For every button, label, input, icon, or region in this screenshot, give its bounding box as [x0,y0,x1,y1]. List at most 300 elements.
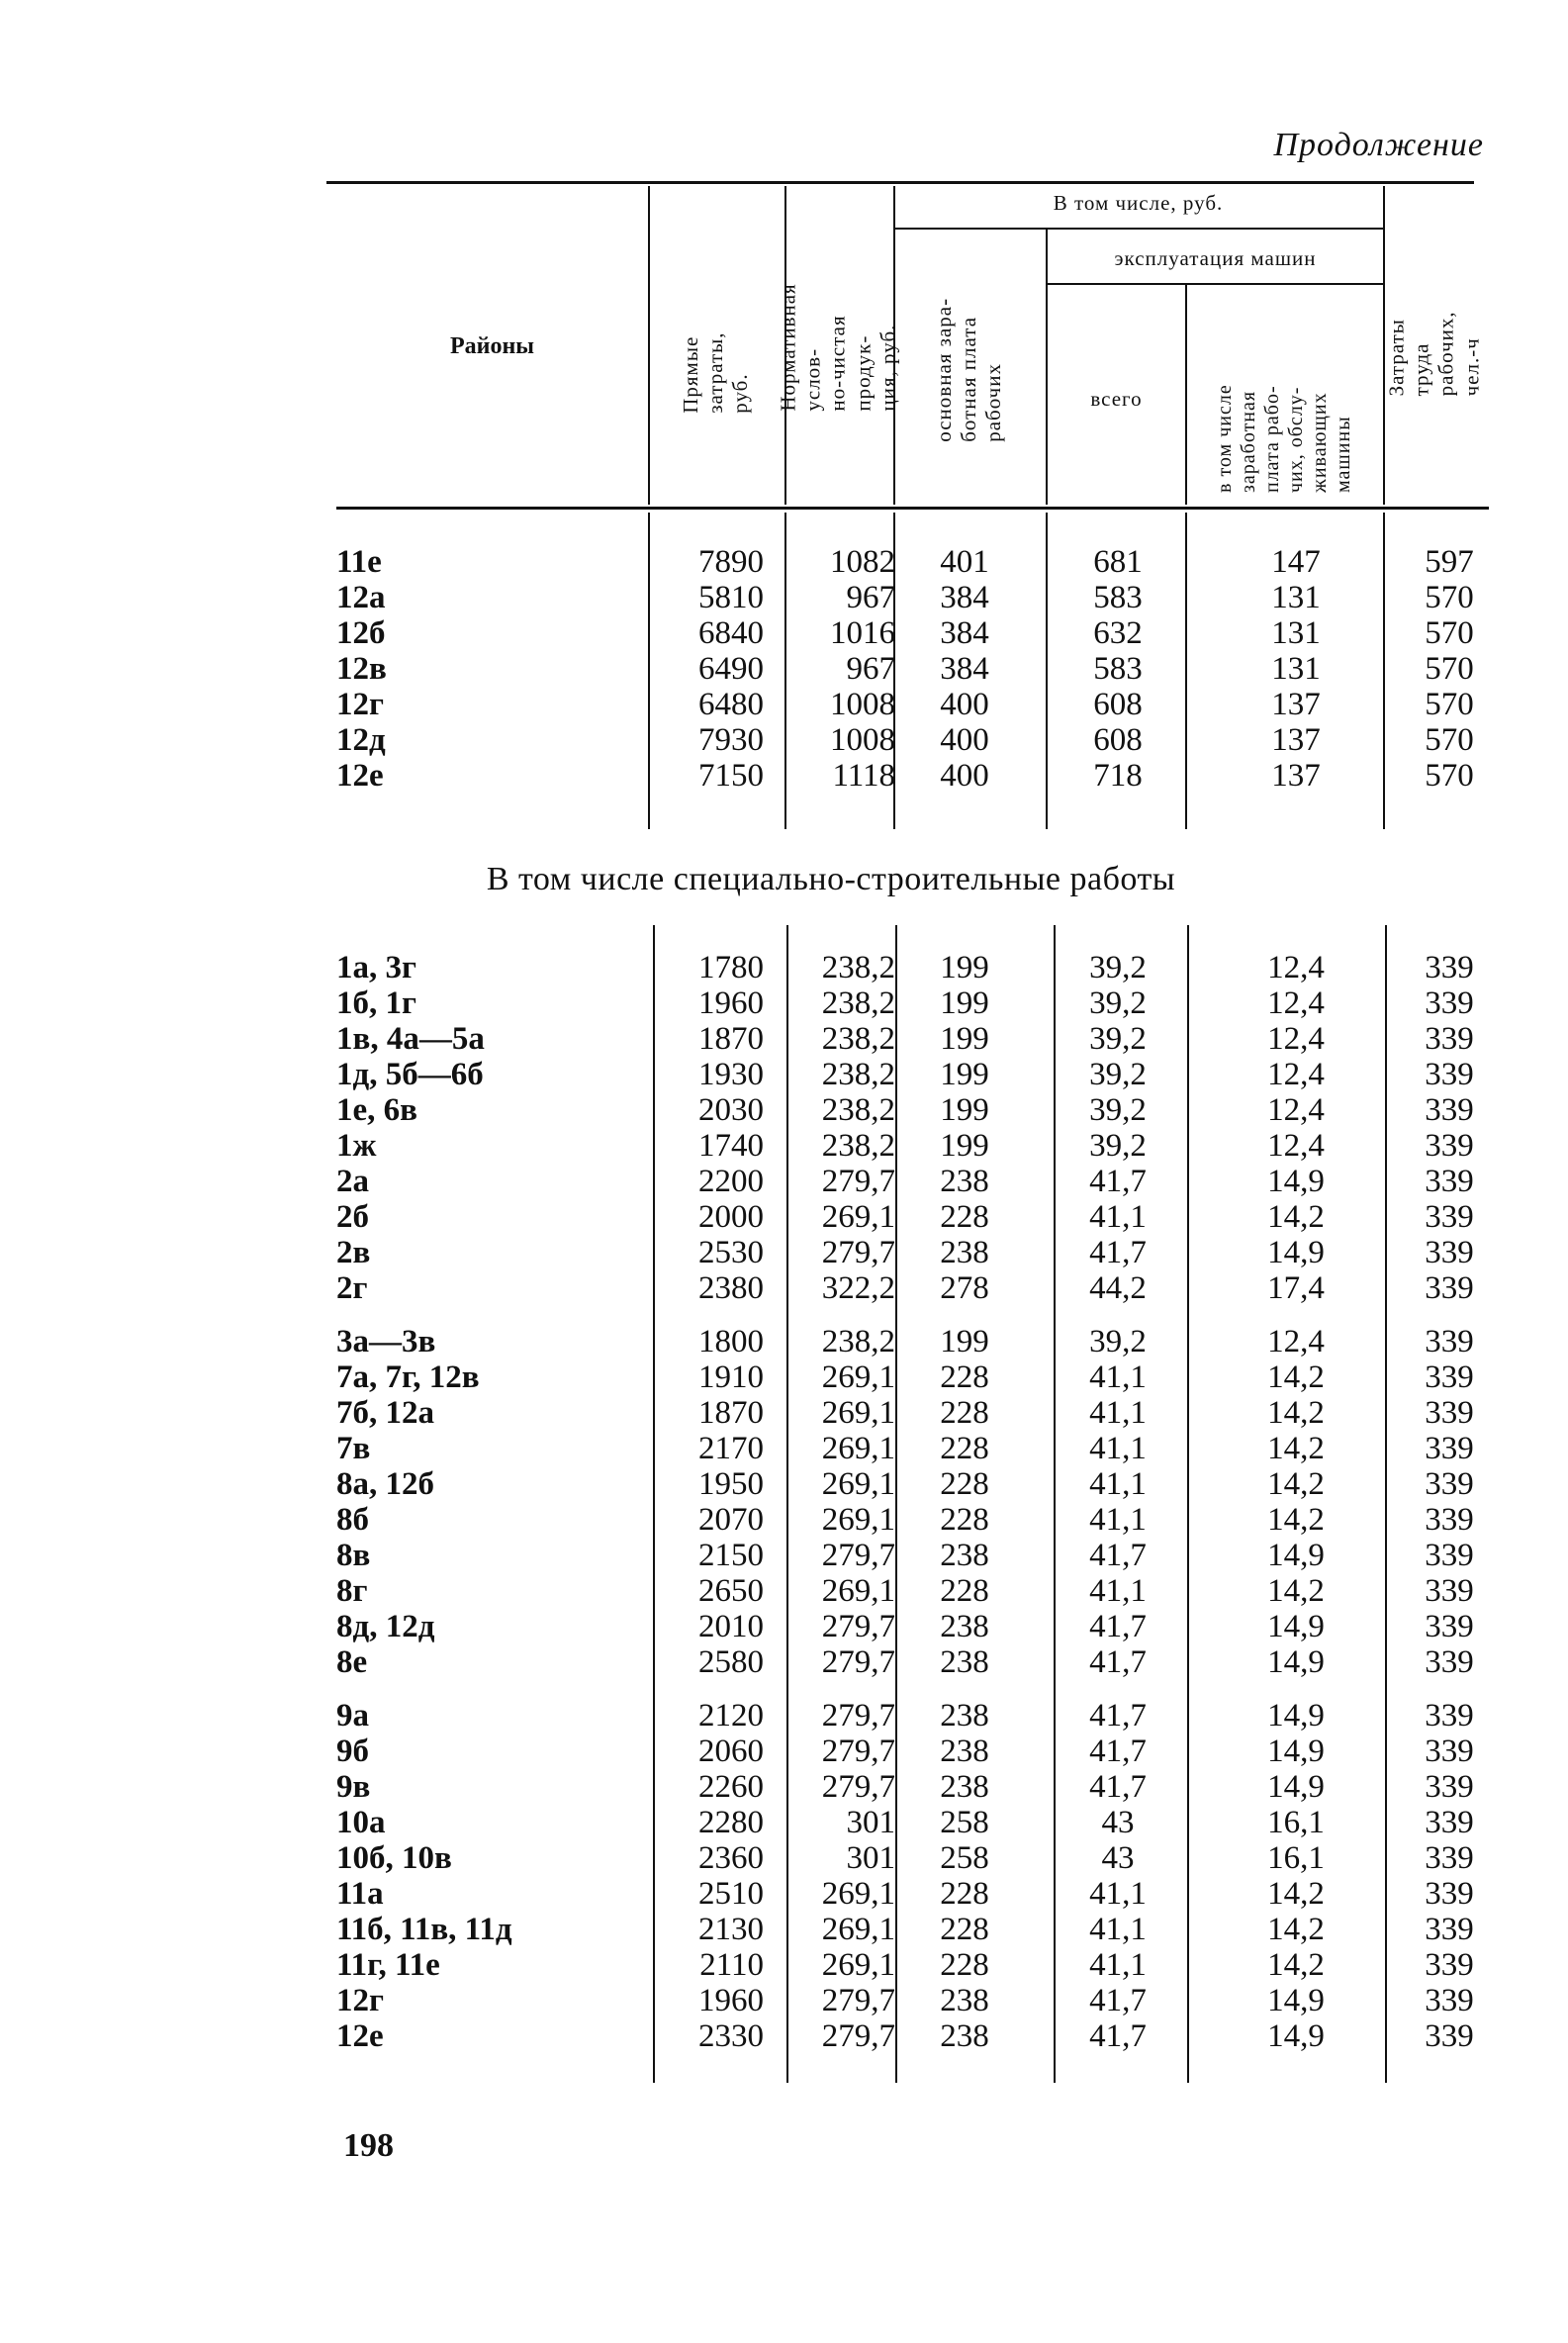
cell-district: 12а [336,580,386,615]
cell-district: 3а—3в [336,1324,436,1359]
table-row [336,687,1504,722]
cell-machine-wage: 16,1 [1267,1840,1325,1876]
cell-district: 1а, 3г [336,950,416,985]
cell-base-wage: 228 [940,1199,989,1235]
table-row [336,1128,1504,1164]
cell-district: 8б [336,1502,369,1538]
header-machine-wage: в том числе заработная плата рабо- чих, обслу- живающих машины [1214,384,1354,493]
cell-labor-costs: 339 [1425,1983,1474,2018]
cell-machine-wage: 14,2 [1267,1359,1325,1395]
cell-district: 1ж [336,1128,377,1164]
cell-district: 7в [336,1431,371,1466]
cell-base-wage: 199 [940,1092,989,1128]
cell-machine-wage: 14,2 [1267,1431,1325,1466]
cell-direct-costs: 6480 [698,687,764,722]
cell-normative-output: 279,7 [821,1698,895,1734]
cell-base-wage: 228 [940,1573,989,1609]
cell-district: 9в [336,1769,371,1805]
cell-direct-costs: 2060 [698,1734,764,1769]
cell-labor-costs: 570 [1425,722,1474,758]
cell-normative-output: 238,2 [821,985,895,1021]
table-row [336,1840,1504,1876]
cell-machine-wage: 14,9 [1267,2018,1325,2054]
cell-machines-total: 41,7 [1089,1538,1147,1573]
table-row [336,1270,1504,1306]
cell-machine-wage: 14,9 [1267,1235,1325,1270]
header-normative-output: Нормативная услов- но-чистая продук- ция, руб. [777,283,900,412]
cell-district: 8г [336,1573,368,1609]
cell-normative-output: 269,1 [821,1199,895,1235]
cell-direct-costs: 2170 [698,1431,764,1466]
cell-machines-total: 718 [1093,758,1143,794]
cell-direct-costs: 2110 [699,1947,764,1983]
including-rule [893,228,1383,230]
table-row [336,1805,1504,1840]
cell-district: 12е [336,2018,384,2054]
cell-normative-output: 238,2 [821,1128,895,1164]
cell-labor-costs: 570 [1425,687,1474,722]
cell-normative-output: 1118 [832,758,895,794]
header-bottom-rule [336,507,1489,510]
cell-machines-total: 41,7 [1089,1644,1147,1680]
cell-normative-output: 1082 [830,544,895,580]
table-row [336,1199,1504,1235]
cell-machines-total: 632 [1093,615,1143,651]
table-row [336,615,1504,651]
cell-direct-costs: 2280 [698,1805,764,1840]
table-row [336,1538,1504,1573]
cell-direct-costs: 1960 [698,1983,764,2018]
cell-labor-costs: 570 [1425,758,1474,794]
cell-base-wage: 401 [940,544,989,580]
cell-direct-costs: 1960 [698,985,764,1021]
cell-normative-output: 279,7 [821,1644,895,1680]
cell-normative-output: 238,2 [821,950,895,985]
cell-district: 10б, 10в [336,1840,452,1876]
cell-normative-output: 279,7 [821,1769,895,1805]
cell-machines-total: 41,1 [1089,1876,1147,1912]
table-row [336,1021,1504,1057]
cell-machine-wage: 147 [1271,544,1321,580]
continuation-title: Продолжение [1273,127,1484,163]
cell-machine-wage: 14,2 [1267,1502,1325,1538]
cell-direct-costs: 2150 [698,1538,764,1573]
cell-district: 10а [336,1805,386,1840]
cell-district: 11а [336,1876,384,1912]
cell-labor-costs: 339 [1425,1466,1474,1502]
cell-base-wage: 199 [940,1057,989,1092]
cell-machines-total: 41,1 [1089,1502,1147,1538]
cell-base-wage: 384 [940,651,989,687]
cell-labor-costs: 339 [1425,1840,1474,1876]
cell-base-wage: 199 [940,985,989,1021]
cell-normative-output: 1008 [830,687,895,722]
cell-district: 1в, 4а—5а [336,1021,485,1057]
cell-normative-output: 1016 [830,615,895,651]
cell-labor-costs: 339 [1425,1057,1474,1092]
cell-machine-wage: 14,2 [1267,1199,1325,1235]
header-labor-costs: Затраты труда рабочих, чел.-ч [1384,310,1484,396]
machines-rule [1046,283,1383,285]
cell-normative-output: 279,7 [821,2018,895,2054]
cell-machine-wage: 14,2 [1267,1395,1325,1431]
cell-normative-output: 269,1 [821,1947,895,1983]
cell-machine-wage: 12,4 [1267,950,1325,985]
cell-base-wage: 238 [940,1644,989,1680]
cell-direct-costs: 2530 [698,1235,764,1270]
section-title: В том числе специально-строительные работы [486,861,1176,897]
cell-normative-output: 269,1 [821,1912,895,1947]
cell-district: 12д [336,722,386,758]
cell-base-wage: 238 [940,1983,989,2018]
cell-machine-wage: 137 [1271,758,1321,794]
cell-normative-output: 279,7 [821,1609,895,1644]
table-row [336,1431,1504,1466]
cell-machines-total: 41,1 [1089,1359,1147,1395]
cell-machine-wage: 137 [1271,687,1321,722]
cell-machines-total: 41,7 [1089,2018,1147,2054]
cell-machine-wage: 14,9 [1267,1609,1325,1644]
table-row [336,985,1504,1021]
cell-normative-output: 269,1 [821,1359,895,1395]
header-machine-operation: эксплуатация машин [1114,246,1317,270]
cell-base-wage: 199 [940,1021,989,1057]
cell-base-wage: 228 [940,1876,989,1912]
cell-machine-wage: 16,1 [1267,1805,1325,1840]
cell-district: 12в [336,651,387,687]
cell-direct-costs: 7930 [698,722,764,758]
cell-labor-costs: 339 [1425,1128,1474,1164]
cell-base-wage: 400 [940,722,989,758]
cell-labor-costs: 339 [1425,1092,1474,1128]
cell-labor-costs: 570 [1425,580,1474,615]
cell-district: 2а [336,1164,369,1199]
cell-direct-costs: 7890 [698,544,764,580]
cell-direct-costs: 1870 [698,1021,764,1057]
cell-district: 1б, 1г [336,985,416,1021]
cell-labor-costs: 339 [1425,1805,1474,1840]
cell-labor-costs: 570 [1425,615,1474,651]
table-row [336,1983,1504,2018]
table-row [336,1324,1504,1359]
cell-base-wage: 400 [940,687,989,722]
cell-normative-output: 301 [846,1840,895,1876]
cell-machine-wage: 14,9 [1267,1698,1325,1734]
cell-labor-costs: 339 [1425,1235,1474,1270]
cell-direct-costs: 2260 [698,1769,764,1805]
cell-labor-costs: 339 [1425,1359,1474,1395]
cell-machine-wage: 12,4 [1267,985,1325,1021]
cell-district: 2г [336,1270,368,1306]
cell-district: 7б, 12а [336,1395,434,1431]
cell-machines-total: 43 [1101,1840,1135,1876]
cell-labor-costs: 339 [1425,985,1474,1021]
cell-machine-wage: 131 [1271,615,1321,651]
table-row [336,1057,1504,1092]
cell-labor-costs: 339 [1425,1876,1474,1912]
cell-normative-output: 301 [846,1805,895,1840]
cell-machines-total: 41,7 [1089,1769,1147,1805]
cell-machines-total: 41,1 [1089,1395,1147,1431]
cell-normative-output: 322,2 [821,1270,895,1306]
cell-machines-total: 41,7 [1089,1734,1147,1769]
cell-district: 12г [336,687,384,722]
table-row [336,1164,1504,1199]
cell-direct-costs: 2580 [698,1644,764,1680]
cell-machines-total: 583 [1093,580,1143,615]
cell-machine-wage: 14,9 [1267,1644,1325,1680]
cell-normative-output: 279,7 [821,1983,895,2018]
table-row [336,950,1504,985]
cell-direct-costs: 2510 [698,1876,764,1912]
table-row [336,758,1504,794]
cell-district: 11б, 11в, 11д [336,1912,512,1947]
cell-labor-costs: 339 [1425,1270,1474,1306]
cell-base-wage: 238 [940,1734,989,1769]
cell-base-wage: 228 [940,1431,989,1466]
cell-normative-output: 279,7 [821,1538,895,1573]
cell-labor-costs: 339 [1425,1609,1474,1644]
table-row [336,580,1504,615]
cell-machines-total: 41,1 [1089,1573,1147,1609]
cell-direct-costs: 1930 [698,1057,764,1092]
cell-direct-costs: 2380 [698,1270,764,1306]
table-row [336,651,1504,687]
cell-direct-costs: 1800 [698,1324,764,1359]
cell-district: 9а [336,1698,369,1734]
cell-machines-total: 41,7 [1089,1164,1147,1199]
cell-machines-total: 39,2 [1089,1021,1147,1057]
cell-labor-costs: 339 [1425,1021,1474,1057]
cell-labor-costs: 597 [1425,544,1474,580]
cell-base-wage: 228 [940,1395,989,1431]
cell-base-wage: 228 [940,1466,989,1502]
cell-machines-total: 41,7 [1089,1609,1147,1644]
cell-base-wage: 278 [940,1270,989,1306]
cell-machines-total: 43 [1101,1805,1135,1840]
cell-labor-costs: 339 [1425,1769,1474,1805]
cell-machines-total: 41,1 [1089,1431,1147,1466]
cell-normative-output: 269,1 [821,1573,895,1609]
cell-base-wage: 384 [940,615,989,651]
cell-machine-wage: 12,4 [1267,1092,1325,1128]
cell-labor-costs: 339 [1425,1644,1474,1680]
cell-normative-output: 967 [846,651,895,687]
cell-machine-wage: 14,9 [1267,1769,1325,1805]
cell-direct-costs: 6840 [698,615,764,651]
cell-base-wage: 199 [940,1128,989,1164]
header-direct-costs: Прямые затраты, руб. [679,331,753,414]
cell-base-wage: 258 [940,1805,989,1840]
cell-district: 9б [336,1734,369,1769]
header-top-rule [326,181,1474,184]
cell-machine-wage: 14,9 [1267,1983,1325,2018]
cell-machines-total: 41,7 [1089,1235,1147,1270]
cell-normative-output: 269,1 [821,1876,895,1912]
table-row [336,544,1504,580]
cell-machine-wage: 131 [1271,580,1321,615]
cell-base-wage: 228 [940,1502,989,1538]
table-row [336,1235,1504,1270]
cell-base-wage: 228 [940,1912,989,1947]
cell-normative-output: 967 [846,580,895,615]
cell-machines-total: 39,2 [1089,950,1147,985]
cell-base-wage: 400 [940,758,989,794]
cell-normative-output: 269,1 [821,1466,895,1502]
cell-labor-costs: 339 [1425,1199,1474,1235]
cell-direct-costs: 2000 [698,1199,764,1235]
cell-district: 11г, 11е [336,1947,440,1983]
cell-machines-total: 41,1 [1089,1466,1147,1502]
cell-labor-costs: 339 [1425,1324,1474,1359]
cell-base-wage: 238 [940,1235,989,1270]
cell-machine-wage: 14,2 [1267,1947,1325,1983]
cell-direct-costs: 5810 [698,580,764,615]
cell-base-wage: 238 [940,1698,989,1734]
header-base-wage: основная зара- ботная плата рабочих [932,298,1006,442]
cell-direct-costs: 6490 [698,651,764,687]
cell-district: 8в [336,1538,371,1573]
cell-labor-costs: 339 [1425,1502,1474,1538]
cell-base-wage: 238 [940,1769,989,1805]
cell-labor-costs: 339 [1425,1538,1474,1573]
cell-base-wage: 238 [940,1609,989,1644]
table-row [336,1502,1504,1538]
table-row [336,1912,1504,1947]
cell-machine-wage: 137 [1271,722,1321,758]
cell-labor-costs: 339 [1425,1164,1474,1199]
cell-district: 8а, 12б [336,1466,434,1502]
cell-direct-costs: 1870 [698,1395,764,1431]
cell-normative-output: 269,1 [821,1431,895,1466]
cell-base-wage: 238 [940,2018,989,2054]
cell-direct-costs: 2010 [698,1609,764,1644]
table-row [336,1359,1504,1395]
table-row [336,1876,1504,1912]
cell-machines-total: 681 [1093,544,1143,580]
cell-machines-total: 39,2 [1089,1092,1147,1128]
cell-normative-output: 1008 [830,722,895,758]
cell-base-wage: 199 [940,1324,989,1359]
cell-machines-total: 39,2 [1089,1057,1147,1092]
table-row [336,1395,1504,1431]
cell-machines-total: 608 [1093,687,1143,722]
cell-machine-wage: 14,2 [1267,1466,1325,1502]
cell-machines-total: 41,7 [1089,1698,1147,1734]
cell-direct-costs: 2360 [698,1840,764,1876]
cell-machine-wage: 14,2 [1267,1573,1325,1609]
cell-normative-output: 238,2 [821,1057,895,1092]
cell-district: 8е [336,1644,368,1680]
cell-machines-total: 39,2 [1089,985,1147,1021]
cell-normative-output: 279,7 [821,1734,895,1769]
cell-direct-costs: 1780 [698,950,764,985]
cell-machines-total: 41,1 [1089,1912,1147,1947]
cell-labor-costs: 570 [1425,651,1474,687]
cell-machines-total: 608 [1093,722,1143,758]
table-row [336,1092,1504,1128]
cell-normative-output: 279,7 [821,1235,895,1270]
cell-direct-costs: 2070 [698,1502,764,1538]
cell-normative-output: 269,1 [821,1502,895,1538]
cell-machine-wage: 14,9 [1267,1538,1325,1573]
cell-direct-costs: 2130 [698,1912,764,1947]
cell-base-wage: 238 [940,1164,989,1199]
page-number: 198 [343,2127,394,2164]
header-district: Районы [449,333,535,359]
cell-district: 2б [336,1199,369,1235]
cell-machine-wage: 17,4 [1267,1270,1325,1306]
cell-base-wage: 199 [940,950,989,985]
cell-labor-costs: 339 [1425,1431,1474,1466]
cell-machines-total: 44,2 [1089,1270,1147,1306]
cell-machine-wage: 12,4 [1267,1021,1325,1057]
cell-labor-costs: 339 [1425,1698,1474,1734]
cell-normative-output: 238,2 [821,1021,895,1057]
cell-normative-output: 279,7 [821,1164,895,1199]
cell-district: 11е [336,544,382,580]
cell-labor-costs: 339 [1425,1947,1474,1983]
cell-district: 2в [336,1235,371,1270]
cell-district: 12б [336,615,386,651]
cell-district: 8д, 12д [336,1609,435,1644]
cell-machines-total: 39,2 [1089,1324,1147,1359]
cell-direct-costs: 1910 [698,1359,764,1395]
table-row [336,1734,1504,1769]
cell-machine-wage: 12,4 [1267,1324,1325,1359]
table-row [336,1466,1504,1502]
cell-normative-output: 238,2 [821,1092,895,1128]
cell-machines-total: 41,7 [1089,1983,1147,2018]
cell-machine-wage: 14,2 [1267,1876,1325,1912]
cell-machine-wage: 131 [1271,651,1321,687]
cell-labor-costs: 339 [1425,1573,1474,1609]
cell-machine-wage: 12,4 [1267,1057,1325,1092]
cell-labor-costs: 339 [1425,2018,1474,2054]
table-row [336,2018,1504,2054]
cell-machine-wage: 12,4 [1267,1128,1325,1164]
cell-district: 7а, 7г, 12в [336,1359,480,1395]
table-row [336,1698,1504,1734]
cell-base-wage: 258 [940,1840,989,1876]
cell-labor-costs: 339 [1425,1912,1474,1947]
cell-machines-total: 41,1 [1089,1199,1147,1235]
cell-machines-total: 39,2 [1089,1128,1147,1164]
cell-machines-total: 41,1 [1089,1947,1147,1983]
cell-district: 12е [336,758,384,794]
header-machines-total: всего [1090,387,1143,411]
cell-labor-costs: 339 [1425,1395,1474,1431]
cell-direct-costs: 7150 [698,758,764,794]
table-row [336,1573,1504,1609]
cell-direct-costs: 2650 [698,1573,764,1609]
cell-base-wage: 238 [940,1538,989,1573]
cell-district: 1е, 6в [336,1092,417,1128]
cell-labor-costs: 339 [1425,950,1474,985]
cell-base-wage: 228 [940,1947,989,1983]
table-row [336,1769,1504,1805]
cell-machine-wage: 14,2 [1267,1912,1325,1947]
table-row [336,722,1504,758]
header-including-rub: В том числе, руб. [1053,191,1224,215]
table-row [336,1609,1504,1644]
cell-direct-costs: 2030 [698,1092,764,1128]
cell-district: 1д, 5б—6б [336,1057,484,1092]
cell-normative-output: 269,1 [821,1395,895,1431]
cell-base-wage: 228 [940,1359,989,1395]
cell-direct-costs: 2330 [698,2018,764,2054]
cell-district: 12г [336,1983,384,2018]
